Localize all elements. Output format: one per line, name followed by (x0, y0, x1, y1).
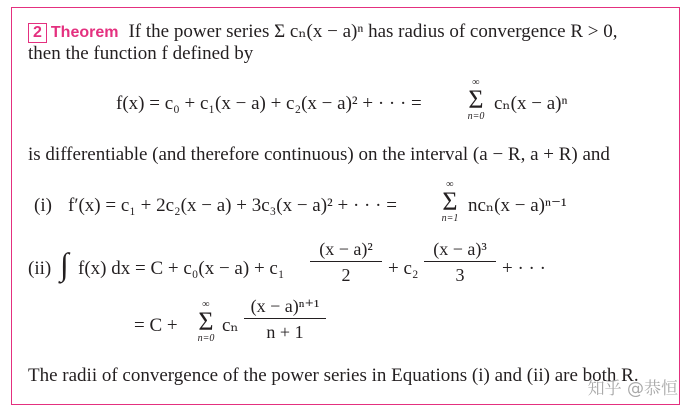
eq-main-sum-top: ∞ (472, 77, 480, 88)
sigma-symbol: Σ (198, 307, 214, 336)
eq-main-lhs: f(x) = c₀ + c₁(x − a) + c₂(x − a)² + · · · = (116, 93, 422, 114)
integral-symbol: ∫ (60, 246, 69, 282)
theorem-number-badge: 2 (28, 23, 47, 43)
eq-ii-frac2-num: (x − a)³ (424, 240, 496, 262)
sigma-symbol: Σ (468, 85, 484, 114)
eq-ii-sum-bottom: n=0 (197, 333, 215, 344)
eq-ii-frac1-den: 2 (341, 265, 351, 285)
eq-i-lhs: f′(x) = c₁ + 2c₂(x − a) + 3c₃(x − a)² + · · · = (68, 195, 397, 216)
eq-i-sum (436, 180, 464, 224)
eq-ii-frac2 (424, 240, 496, 284)
eq-ii-line2-lhs: = C + (134, 315, 178, 336)
eq-ii-label: (ii) (28, 258, 52, 279)
eq-ii-sum (192, 300, 220, 344)
theorem-line-1 (28, 22, 617, 43)
eq-i-rhs: ncₙ(x − a)ⁿ⁻¹ (468, 195, 567, 216)
eq-i-label: (i) (34, 195, 52, 216)
sigma-symbol: Σ (442, 187, 458, 216)
eq-i-sum-top: ∞ (446, 179, 454, 190)
theorem-statement-1: If the power series Σ cₙ(x − a)ⁿ has radius of convergence R > 0, (128, 21, 618, 42)
eq-ii-sum-top: ∞ (202, 299, 210, 310)
theorem-statement-2: then the function f defined by (28, 43, 254, 64)
text-mid: is differentiable (and therefore continuous) on the interval (a − R, a + R) and (28, 144, 610, 165)
watermark: 知乎 @恭恒 (587, 379, 678, 399)
theorem-label: Theorem (50, 24, 119, 41)
eq-main-sum-bottom: n=0 (467, 111, 485, 122)
eq-main-sum (462, 78, 490, 122)
eq-ii-frac2-den: 3 (455, 265, 465, 285)
eq-main-rhs: cₙ(x − a)ⁿ (494, 93, 568, 114)
eq-ii-frac1-num: (x − a)² (310, 240, 382, 262)
eq-ii-coef: cₙ (222, 315, 239, 336)
eq-ii-frac3-den: n + 1 (266, 322, 304, 342)
eq-ii-integrand: f(x) dx = C + c₀(x − a) + c₁ (78, 258, 285, 279)
eq-ii-frac3 (244, 297, 326, 341)
eq-ii-plus-c2: + c₂ (388, 258, 419, 279)
text-end: The radii of convergence of the power series in Equations (i) and (ii) are both R. (28, 365, 639, 386)
eq-ii-tail: + · · · (502, 258, 546, 279)
eq-ii-frac3-num: (x − a)ⁿ⁺¹ (244, 297, 326, 319)
eq-i-sum-bottom: n=1 (441, 213, 459, 224)
eq-ii-frac1 (310, 240, 382, 284)
